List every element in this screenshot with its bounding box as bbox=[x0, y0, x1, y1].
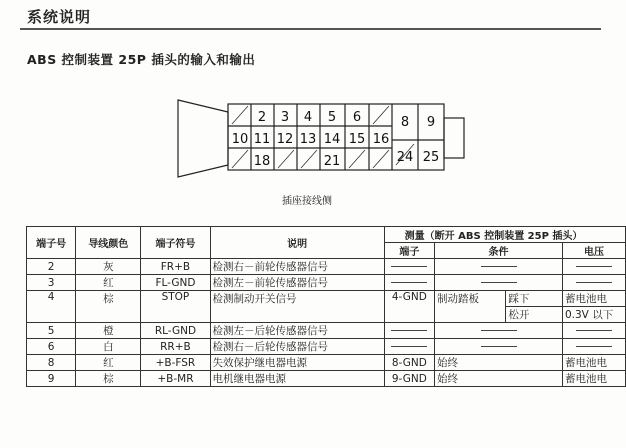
cell-no: 3 bbox=[27, 275, 76, 291]
connector-latch bbox=[444, 118, 464, 158]
cell-empty bbox=[562, 259, 625, 275]
pin-label: 25 bbox=[422, 150, 440, 165]
cell-symbol: +B-FSR bbox=[141, 355, 210, 371]
pin-label: 10 bbox=[231, 132, 249, 147]
cell-voltage: 蓄电池电 bbox=[562, 371, 625, 387]
pin-label: 2 bbox=[257, 110, 267, 125]
cell-color: 棕 bbox=[76, 371, 141, 387]
io-table bbox=[26, 226, 626, 387]
header-wire-color: 导线颜色 bbox=[76, 227, 141, 259]
cell-terminal: 8-GND bbox=[384, 355, 434, 371]
pin-label: 14 bbox=[323, 132, 341, 147]
cell-desc: 检测右－后轮传感器信号 bbox=[210, 339, 384, 355]
cell-desc: 检测右－前轮传感器信号 bbox=[210, 259, 384, 275]
pin-label: 6 bbox=[352, 110, 362, 125]
cell-terminal: 4-GND bbox=[384, 291, 434, 323]
cell-symbol: FR+B bbox=[141, 259, 210, 275]
header-voltage: 电压 bbox=[562, 243, 625, 259]
pin-label: 18 bbox=[253, 154, 271, 169]
cell-subcondition: 踩下 bbox=[506, 291, 563, 307]
cell-desc: 失效保护继电器电源 bbox=[210, 355, 384, 371]
cell-empty bbox=[562, 323, 625, 339]
cell-color: 灰 bbox=[76, 259, 141, 275]
table-row bbox=[27, 291, 626, 307]
cell-subcondition: 松开 bbox=[506, 307, 563, 323]
cell-condition: 始终 bbox=[435, 371, 563, 387]
cell-empty bbox=[562, 339, 625, 355]
cell-condition: 始终 bbox=[435, 355, 563, 371]
table-row bbox=[27, 355, 626, 371]
pin-label: 15 bbox=[348, 132, 366, 147]
cell-symbol: +B-MR bbox=[141, 371, 210, 387]
pin-label: 12 bbox=[276, 132, 294, 147]
connector-diagram bbox=[0, 0, 601, 210]
connector-caption: 插座接线侧 bbox=[282, 196, 332, 207]
cell-color: 红 bbox=[76, 355, 141, 371]
cell-empty bbox=[384, 275, 434, 291]
cell-no: 8 bbox=[27, 355, 76, 371]
header-terminal-symbol: 端子符号 bbox=[141, 227, 210, 259]
cell-no: 4 bbox=[27, 291, 76, 323]
connector-flare bbox=[178, 100, 228, 177]
io-table-wrapper bbox=[26, 226, 614, 387]
cell-empty bbox=[435, 275, 563, 291]
pin-label: 16 bbox=[372, 132, 390, 147]
cell-symbol: STOP bbox=[141, 291, 210, 323]
pin-label: 9 bbox=[426, 115, 436, 130]
cell-empty bbox=[384, 259, 434, 275]
cell-empty bbox=[562, 275, 625, 291]
table-row bbox=[27, 259, 626, 275]
section-title: 系统说明 bbox=[27, 8, 92, 26]
cell-no: 9 bbox=[27, 371, 76, 387]
cell-no: 5 bbox=[27, 323, 76, 339]
cell-symbol: RL-GND bbox=[141, 323, 210, 339]
table-row bbox=[27, 323, 626, 339]
cell-no: 6 bbox=[27, 339, 76, 355]
subtitle: ABS 控制装置 25P 插头的输入和输出 bbox=[27, 52, 256, 67]
pin-label: 13 bbox=[299, 132, 317, 147]
cell-terminal: 9-GND bbox=[384, 371, 434, 387]
cell-color: 棕 bbox=[76, 291, 141, 323]
cell-color: 橙 bbox=[76, 323, 141, 339]
cell-empty bbox=[435, 259, 563, 275]
cell-color: 红 bbox=[76, 275, 141, 291]
cell-desc: 检测左－前轮传感器信号 bbox=[210, 275, 384, 291]
table-row bbox=[27, 371, 626, 387]
pin-label: 3 bbox=[280, 110, 290, 125]
header-terminal: 端子 bbox=[384, 243, 434, 259]
table-row bbox=[27, 275, 626, 291]
pin-label: 24 bbox=[396, 150, 414, 165]
pin-label: 5 bbox=[327, 110, 337, 125]
cell-empty bbox=[435, 323, 563, 339]
cell-empty bbox=[384, 339, 434, 355]
cell-empty bbox=[384, 323, 434, 339]
header-terminal-no: 端子号 bbox=[27, 227, 76, 259]
cell-desc: 电机继电器电源 bbox=[210, 371, 384, 387]
pin-label: 11 bbox=[253, 132, 271, 147]
cell-condition: 制动踏板 bbox=[435, 291, 506, 323]
pin-label: 8 bbox=[400, 115, 410, 130]
header-measurement: 测量（断开 ABS 控制装置 25P 插头） bbox=[384, 227, 625, 243]
cell-voltage: 蓄电池电 bbox=[562, 355, 625, 371]
cell-desc: 检测制动开关信号 bbox=[210, 291, 384, 323]
table-row bbox=[27, 339, 626, 355]
pin-label: 4 bbox=[303, 110, 313, 125]
header-description: 说明 bbox=[210, 227, 384, 259]
cell-desc: 检测左－后轮传感器信号 bbox=[210, 323, 384, 339]
cell-empty bbox=[435, 339, 563, 355]
cell-voltage: 蓄电池电 bbox=[562, 291, 625, 307]
pin-label: 21 bbox=[323, 154, 341, 169]
cell-voltage: 0.3V 以下 bbox=[562, 307, 625, 323]
cell-no: 2 bbox=[27, 259, 76, 275]
header-condition: 条件 bbox=[435, 243, 563, 259]
cell-symbol: RR+B bbox=[141, 339, 210, 355]
cell-symbol: FL-GND bbox=[141, 275, 210, 291]
cell-color: 白 bbox=[76, 339, 141, 355]
